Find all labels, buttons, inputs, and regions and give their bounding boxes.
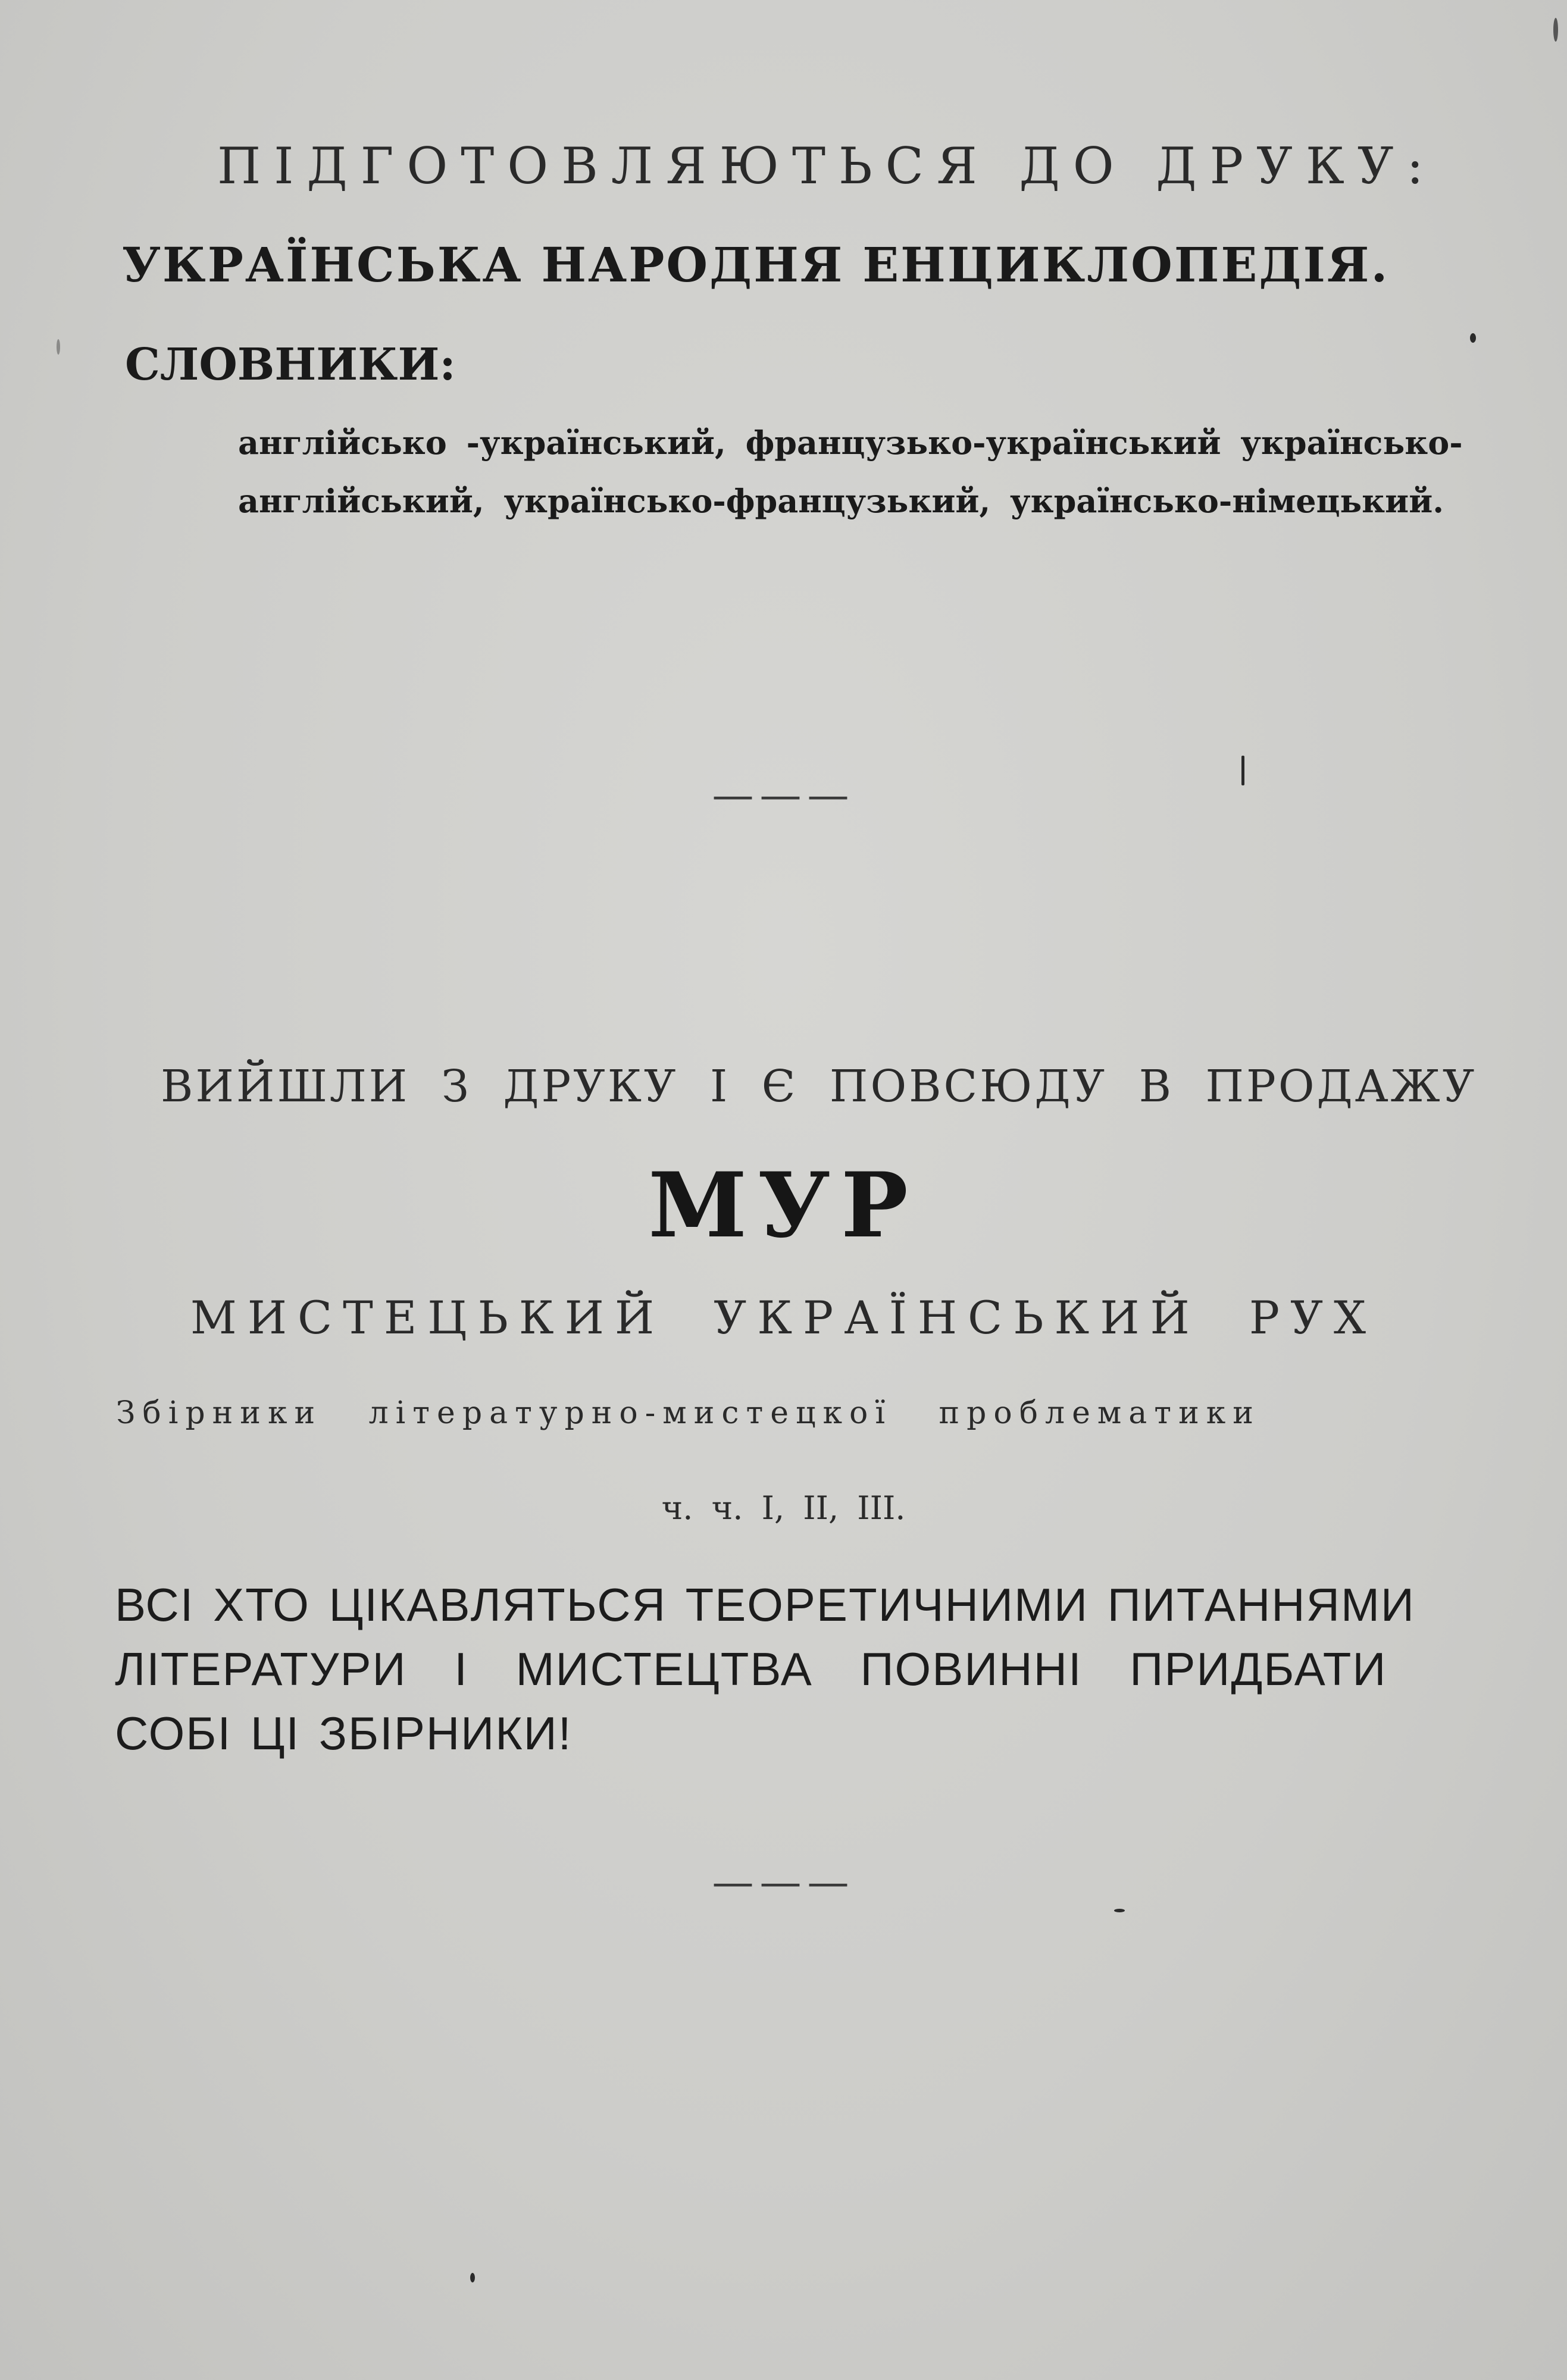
promo-line-2: ЛІТЕРАТУРИ І МИСТЕЦТВА ПОВИННІ ПРИДБАТИ — [115, 1643, 1387, 1695]
print-speck — [1241, 756, 1244, 785]
upcoming-heading: ПІДГОТОВЛЯЮТЬСЯ ДО ДРУКУ: — [217, 137, 1437, 195]
print-speck — [470, 2273, 475, 2282]
dictionaries-list-line-1: англійсько -український, французько-український українсько- — [238, 424, 1463, 462]
promo-line-3: СОБІ ЦІ ЗБІРНИКИ! — [115, 1707, 573, 1759]
mur-description: Збірники літературно-мистецкої проблематики — [116, 1395, 1261, 1431]
mur-title: МУР — [648, 1153, 919, 1258]
promo-line-1: ВСІ ХТО ЦІКАВЛЯТЬСЯ ТЕОРЕТИЧНИМИ ПИТАННЯМИ — [115, 1579, 1415, 1631]
section-divider-top: ——— — [712, 771, 855, 819]
encyclopedia-title: УКРАЇНСЬКА НАРОДНЯ ЕНЦИКЛОПЕДІЯ. — [122, 237, 1390, 293]
mur-parts: ч. ч. І, ІІ, ІІІ. — [661, 1489, 906, 1527]
print-speck — [57, 339, 60, 355]
print-speck — [1470, 333, 1476, 343]
mur-subtitle: МИСТЕЦЬКИЙ УКРАЇНСЬКИЙ РУХ — [190, 1291, 1377, 1344]
section-divider-bottom: ——— — [712, 1858, 855, 1906]
dictionaries-list-line-2: англійський, українсько-французький, українсько-німецький. — [238, 482, 1444, 520]
print-speck — [1553, 18, 1558, 42]
print-speck — [1114, 1909, 1125, 1912]
published-heading: ВИЙШЛИ З ДРУКУ І Є ПОВСЮДУ В ПРОДАЖУ — [161, 1061, 1477, 1112]
dictionaries-label: СЛОВНИКИ: — [125, 339, 456, 390]
